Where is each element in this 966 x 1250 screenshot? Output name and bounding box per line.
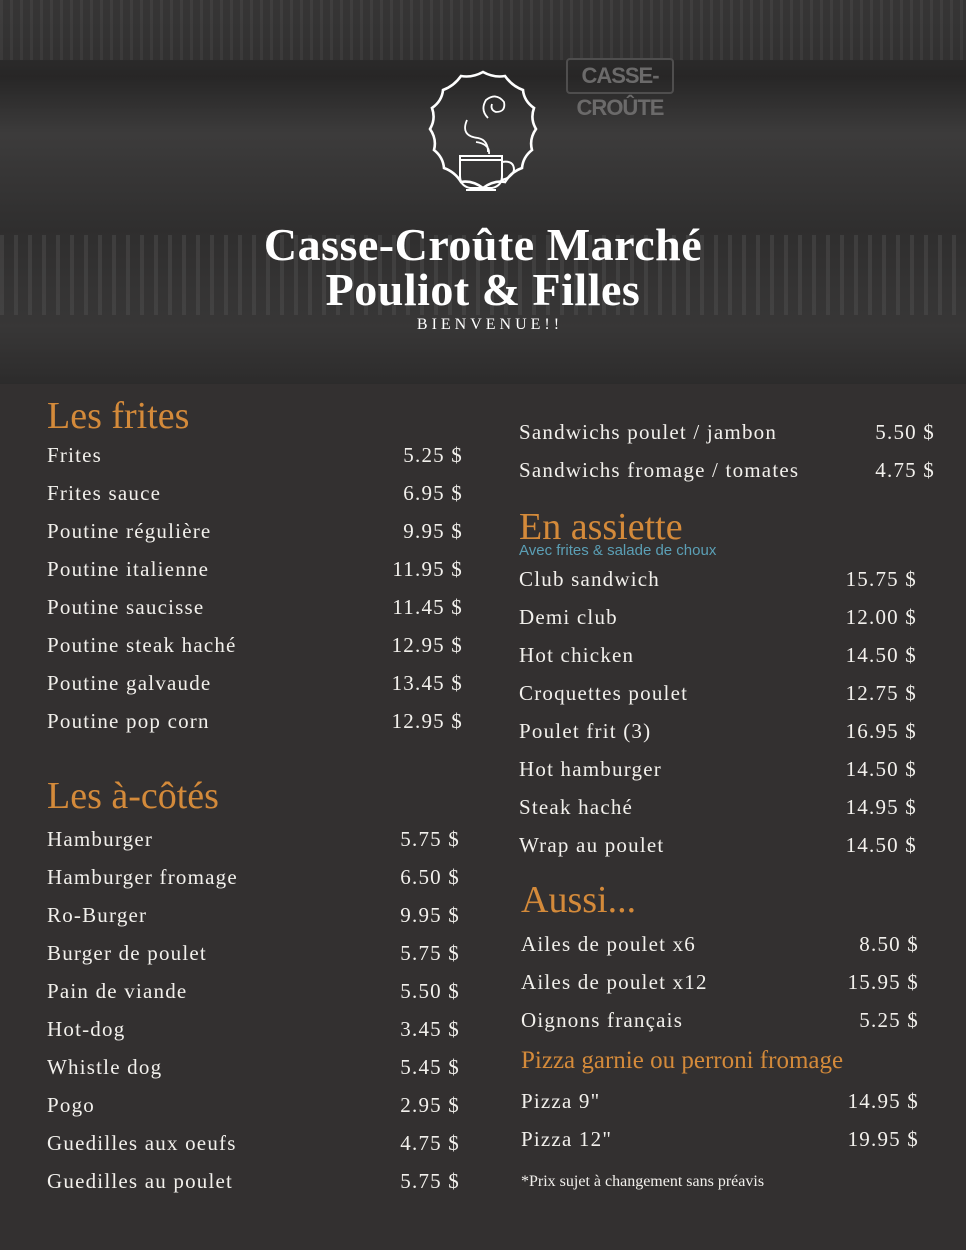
section-subtitle: Avec frites & salade de choux (519, 542, 717, 559)
item-name: Burger de poulet (47, 941, 207, 965)
item-name: Pizza 9" (521, 1089, 601, 1113)
price-disclaimer: *Prix sujet à changement sans préavis (521, 1173, 765, 1190)
section-aussi (521, 880, 919, 1039)
section-en-assiette (519, 507, 917, 864)
item-price: 11.45 $ (392, 595, 463, 619)
item-price: 4.75 $ (875, 458, 935, 482)
menu-item (47, 664, 463, 702)
item-price: 9.95 $ (403, 519, 463, 543)
welcome-text: BIENVENUE!! (416, 316, 564, 333)
menu-item (47, 1162, 460, 1200)
item-name: Demi club (519, 605, 618, 629)
menu-item (521, 1082, 919, 1120)
item-name: Pain de viande (47, 979, 188, 1003)
item-price: 12.95 $ (391, 633, 463, 657)
item-name: Pizza 12" (521, 1127, 613, 1151)
item-name: Poutine saucisse (47, 595, 205, 619)
menu-item (47, 972, 460, 1010)
item-price: 12.95 $ (391, 709, 463, 733)
item-name: Sandwichs fromage / tomates (519, 458, 800, 482)
item-price: 5.50 $ (875, 420, 935, 444)
menu-item (519, 750, 917, 788)
menu-item (47, 1048, 460, 1086)
item-price: 5.25 $ (403, 443, 463, 467)
menu-item (521, 1120, 919, 1158)
item-name: Hot chicken (519, 643, 635, 667)
item-name: Poulet frit (3) (519, 719, 652, 743)
menu-item (519, 788, 917, 826)
item-price: 12.00 $ (845, 605, 917, 629)
section-title: Pizza garnie ou perroni fromage (521, 1047, 844, 1074)
section-a-cotes (47, 776, 460, 1200)
item-price: 14.50 $ (845, 643, 917, 667)
section-title: Aussi... (521, 879, 637, 921)
item-price: 6.50 $ (400, 865, 460, 889)
item-name: Whistle dog (47, 1055, 163, 1079)
item-name: Poutine steak haché (47, 633, 237, 657)
item-name: Ailes de poulet x12 (521, 970, 708, 994)
menu-item (47, 1086, 460, 1124)
menu-item (47, 512, 463, 550)
item-price: 3.45 $ (400, 1017, 460, 1041)
item-name: Ro-Burger (47, 903, 148, 927)
item-price: 14.50 $ (845, 833, 917, 857)
item-price: 12.75 $ (845, 681, 917, 705)
item-name: Poutine régulière (47, 519, 212, 543)
menu-item (47, 1124, 460, 1162)
item-price: 5.25 $ (859, 1008, 919, 1032)
menu-item (47, 474, 463, 512)
item-price: 5.50 $ (400, 979, 460, 1003)
item-name: Hamburger fromage (47, 865, 238, 889)
item-price: 5.75 $ (400, 941, 460, 965)
item-name: Croquettes poulet (519, 681, 689, 705)
item-price: 14.95 $ (845, 795, 917, 819)
restaurant-name-line1: Casse-Croûte Marché (263, 219, 703, 270)
menu-item (519, 598, 917, 636)
menu-item (519, 826, 917, 864)
restaurant-name-line2: Pouliot & Filles (325, 264, 641, 315)
menu-item (519, 560, 917, 598)
item-price: 15.95 $ (847, 970, 919, 994)
menu-item (47, 896, 460, 934)
item-price: 5.75 $ (400, 827, 460, 851)
item-name: Poutine italienne (47, 557, 210, 581)
item-name: Poutine pop corn (47, 709, 210, 733)
item-price: 13.45 $ (391, 671, 463, 695)
item-price: 9.95 $ (400, 903, 460, 927)
menu-item (519, 451, 935, 489)
item-price: 8.50 $ (859, 932, 919, 956)
item-name: Pogo (47, 1093, 95, 1117)
item-price: 6.95 $ (403, 481, 463, 505)
section-title: Les frites (47, 395, 190, 437)
menu-item (47, 702, 463, 740)
menu-item (521, 963, 919, 1001)
item-name: Hamburger (47, 827, 154, 851)
item-name: Poutine galvaude (47, 671, 212, 695)
menu-item (519, 636, 917, 674)
section-title: En assiette (519, 506, 683, 548)
section-pizza (521, 1046, 919, 1158)
item-name: Steak haché (519, 795, 634, 819)
menu-item (47, 1010, 460, 1048)
menu-item (521, 1001, 919, 1039)
item-name: Ailes de poulet x6 (521, 932, 696, 956)
item-name: Wrap au poulet (519, 833, 665, 857)
coffee-cup-icon (410, 58, 556, 204)
item-name: Frites (47, 443, 103, 467)
menu-item (47, 934, 460, 972)
item-name: Hot-dog (47, 1017, 126, 1041)
item-price: 19.95 $ (847, 1127, 919, 1151)
item-price: 16.95 $ (845, 719, 917, 743)
item-price: 5.45 $ (400, 1055, 460, 1079)
item-price: 15.75 $ (845, 567, 917, 591)
menu-item (47, 550, 463, 588)
menu-item (47, 820, 460, 858)
section-sandwichs (519, 413, 935, 489)
section-frites (47, 396, 463, 740)
item-name: Oignons français (521, 1008, 684, 1032)
item-price: 11.95 $ (392, 557, 463, 581)
item-name: Guedilles au poulet (47, 1169, 234, 1193)
item-price: 4.75 $ (400, 1131, 460, 1155)
item-price: 5.75 $ (400, 1169, 460, 1193)
section-title: Les à-côtés (47, 775, 219, 817)
storefront-sign: CASSE-CROÛTE (566, 58, 674, 94)
item-price: 2.95 $ (400, 1093, 460, 1117)
menu-item (47, 626, 463, 664)
menu-item (519, 674, 917, 712)
menu-item (47, 588, 463, 626)
menu-item (519, 712, 917, 750)
item-price: 14.95 $ (847, 1089, 919, 1113)
item-name: Sandwichs poulet / jambon (519, 420, 778, 444)
item-name: Club sandwich (519, 567, 661, 591)
item-name: Guedilles aux oeufs (47, 1131, 237, 1155)
menu-item (47, 436, 463, 474)
item-name: Hot hamburger (519, 757, 662, 781)
menu-item (47, 858, 460, 896)
menu-item (521, 925, 919, 963)
menu-item (519, 413, 935, 451)
item-price: 14.50 $ (845, 757, 917, 781)
item-name: Frites sauce (47, 481, 162, 505)
